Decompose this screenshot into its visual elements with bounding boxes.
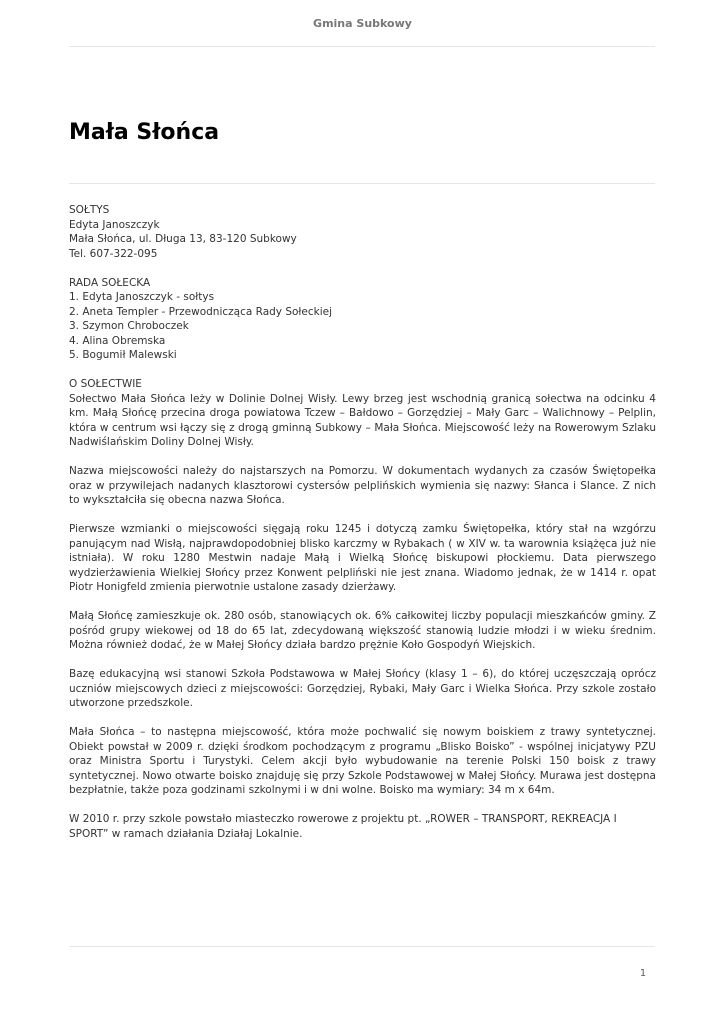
soltys-phone: Tel. 607-322-095: [69, 247, 158, 260]
soltys-name: Edyta Janoszczyk: [69, 218, 160, 231]
rada-section: [69, 276, 656, 363]
paragraph: Małą Słońcę zamieszkuje ok. 280 osób, stanowiących ok. 6% całkowitej liczby populacji mieszkańców gminy. Z pośród grupy wiekowej od 18 do 65 lat, zdecydowaną większość stanowią ludzie młodzi i w wieku średnim. Można również dodać, że w Małej Słońcy działa bardzo prężnie Koło Gospodyń Wiejskich.: [69, 610, 656, 651]
rada-member: 2. Aneta Templer - Przewodnicząca Rady Sołeckiej: [69, 305, 333, 318]
soltys-section: [69, 203, 656, 261]
site-title: Gmina Subkowy: [313, 17, 412, 30]
rada-heading: RADA SOŁECKA: [69, 276, 151, 289]
o-solectwie-heading: O SOŁECTWIE: [69, 378, 142, 390]
header-divider: [69, 46, 655, 47]
rada-member: 1. Edyta Janoszczyk - sołtys: [69, 291, 215, 303]
rada-member: 4. Alina Obremska: [69, 334, 166, 347]
paragraph: Sołectwo Mała Słońca leży w Dolinie Dolnej Wisły. Lewy brzeg jest wschodnią granicą sołectwa na odcinku 4 km. Małą Słońcę przecina droga powiatowa Tczew – Bałdowo – Gorzędziej – Mały Garc – Walichnowy – Pelplin, która w centrum wsi łączy się z drogą gminną Subkowy – Mała Słońca. Miejscowość leży na Rowerowym Szlaku Nadwiślańskim Doliny Dolnej Wisły.: [69, 392, 656, 448]
paragraph: Bazę edukacyjną wsi stanowi Szkoła Podstawowa w Małej Słońcy (klasy 1 – 6), do której uczęszczają oprócz uczniów miejscowych dzieci z miejscowości: Gorzędziej, Rybaki, Mały Garc i Wielka Słońca. Przy szkole zostało utworzone przedszkole.: [69, 668, 656, 709]
rada-member: 3. Szymon Chroboczek: [69, 320, 189, 332]
soltys-heading: SOŁTYS: [69, 204, 110, 216]
paragraph: W 2010 r. przy szkole powstało miasteczko rowerowe z projektu pt. „ROWER – TRANSPORT, REKREACJA I SPORT” w ramach działania Działaj Lokalnie.: [69, 813, 617, 840]
page-title: Mała Słońca: [69, 120, 220, 145]
o-solectwie-section: [69, 377, 656, 841]
article-body: [69, 203, 656, 856]
paragraph: Mała Słońca – to następna miejscowość, która może pochwalić się nowym boiskiem z trawy syntetycznej. Obiekt powstał w 2009 r. dzięki środkom pochodzącym z programu „Blisko Boisko” - wspólnej inicjatywy PZU oraz Ministra Sportu i Turystyki. Celem akcji było wybudowanie na terenie Polski 150 boisk z trawy syntetycznej. Nowo otwarte boisko znajduję się przy Szkole Podstawowej w Małej Słońcy. Murawa jest dostępna bezpłatnie, także poza godzinami szkolnymi i w dni wolne. Boisko ma wymiary: 34 m x 64m.: [69, 726, 656, 796]
paragraph: Nazwa miejscowości należy do najstarszych na Pomorzu. W dokumentach wydanych za czasów Świętopełka oraz w przywilejach nadanych klasztorowi cystersów pelplińskich wymienia się nazwy: Słanca i Slance. Z nich to wykształciła się obecna nazwa Słońca.: [69, 465, 656, 506]
title-divider: [69, 183, 655, 184]
paragraph: Pierwsze wzmianki o miejscowości sięgają roku 1245 i dotyczą zamku Świętopełka, który stał na wzgórzu panującym nad Wisłą, najprawdopodobniej blisko karczmy w Rybakach ( w XIV w. ta warownia książęca już nie istniała). W roku 1280 Mestwin nadaje Małą i Wielką Słońcę biskupowi płockiemu. Data pierwszego wydzierżawienia Wielkiej Słońcy przez Konwent pelpliński nie jest znana. Wiadomo jednak, że w 1414 r. opat Piotr Honigfeld zmienia pierwotnie ustalone zasady dzierżawy.: [69, 523, 656, 593]
footer-divider: [69, 946, 655, 947]
soltys-address: Mała Słońca, ul. Długa 13, 83-120 Subkowy: [69, 233, 297, 245]
rada-member: 5. Bogumił Malewski: [69, 349, 177, 361]
page-number: 1: [639, 968, 646, 979]
